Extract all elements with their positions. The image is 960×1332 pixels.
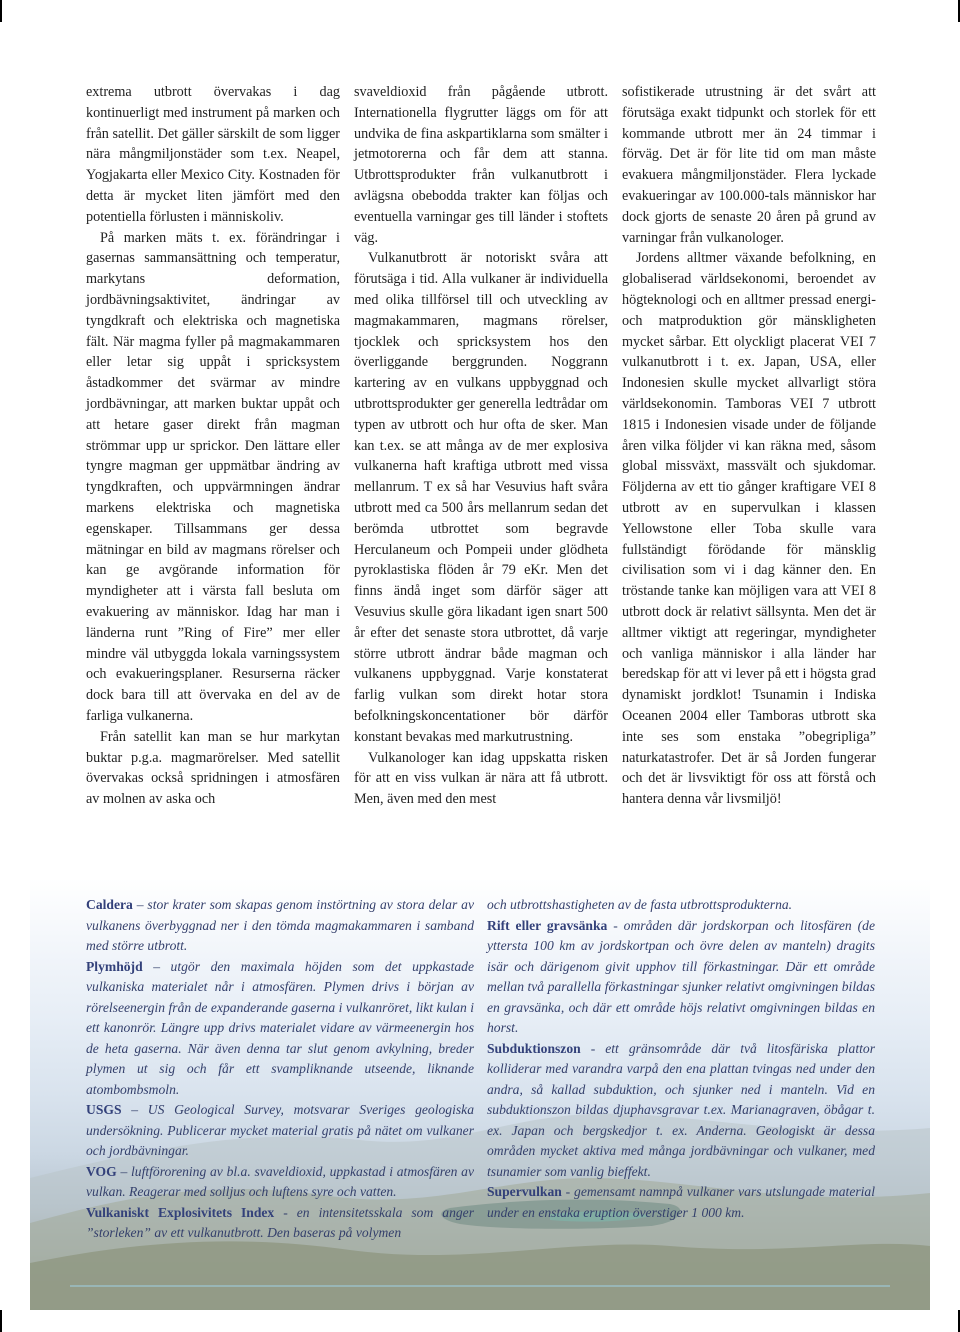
article-body [86,82,876,872]
crop-mark-top-left [0,0,2,22]
glossary-entry-supervulkan [487,1182,875,1223]
glossary-definition: – utgör den maximala höjden som det uppkastade vulkaniska materialet når i atmosfären. Plymen drivs i början av rörelseenergin från de expanderande gaserna i vulkanröret, likt kulan i ett kanonrör. Längre upp drivs materialet vidare av värmeenergin hos de heta gaserna. När även denna tar slut genom avkylning, breder plymen ut sig och får ett svampliknande utseende, liknande atombombsmoln. [86,958,474,1097]
glossary-entry-vog [86,1162,474,1203]
glossary-entry-vei-continued [487,895,875,916]
glossary-term: Plymhöjd [86,958,143,974]
glossary-entry-usgs [86,1100,474,1162]
paragraph: extrema utbrott övervakas i dag kontinuerligt med instrument på marken och från satellit. Det gäller särskilt de som ligger nära mångmiljonstäder som t.ex. Neapel, Yogjakarta eller Mexico City. Kostnaden för detta är mycket liten jämfört med den potentiella förlusten i människoliv. [86,84,340,225]
paragraph: svaveldioxid från pågående utbrott. Internationella flygrutter läggs om för att undvika de fina askpartiklarna som smälter i jetmotorerna och får dem att stanna. Utbrottsprodukter från vulkanutbrott i avlägsna obebodda trakter kan följas och eventuella varningar ges till länder i stoftets väg. [354,84,608,246]
glossary-definition: – luftförorening av bl.a. svaveldioxid, uppkastad i atmosfären av vulkan. Reagerar med solljus och luftens syre och vatten. [86,1163,474,1199]
glossary-entry-rift [487,916,875,1039]
glossary-entry-caldera [86,895,474,957]
glossary-term: Supervulkan [487,1184,562,1199]
glossary-entry-vei [86,1203,474,1244]
glossary-definition: - en intensitetsskala som anger ”storleken” av ett vulkanutbrott. Den baseras på volymen [86,1204,475,1240]
crop-mark-bottom-left [0,1310,2,1332]
text-column-2 [354,82,608,810]
glossary-definition: och utbrottshastigheten av de fasta utbrottsprodukterna. [487,897,793,912]
paragraph: Vulkanutbrott är notoriskt svåra att förutsäga i tid. Alla vulkaner är individuella med olika tillförsel till och utveckling av magmakammaren, magmans rörelser, tjocklek och spricksystem hos den överliggande berggrunden. Noggrann kartering av en vulkans uppbyggnad och utbrottsprodukter ger generella ledtrådar om typen av utbrott och hur ofta de sker. Man kan t.ex. se att många av de mer explosiva vulkanerna haft kraftiga utbrott med vissa mellanrum. T ex så har Vesuvius haft svåra utbrott med ca 500 års mellanrum sedan det berömda utbrottet som begravde Herculaneum och Pompeii under glödheta pyroklastiska flöden år 79 eKr. Men det finns ändå inget som därför säger att Vesuvius skulle göra likadant igen snart 500 år efter det senaste stora utbrottet, då varje större utbrott ändrar både magman och vulkanens uppbyggnad. Varje konstaterat farlig vulkan som direkt hotar stora befolkningskoncentationer bör därför konstant bevakas med markutrustning. [354,250,608,745]
glossary-definition: - områden där jordskorpan och litosfären (de yttersta 100 km av jordskortpan och övre delen av manteln) dragits isär och därigenom givit upphov till förkastningar. Där ett område mellan två parallella förkastningar sjunker relativt omgivningen bildas en gravsänka, och där ett område höjs relativt omgivningen bildas en horst. [487,917,875,1035]
glossary-term: Subduktionszon [487,1040,581,1056]
text-column-3 [622,82,876,810]
paragraph: Jordens alltmer växande befolkning, en globaliserad världsekonomi, beroendet av högteknologi och en alltmer pressad energi- och matproduktion gör mänskligheten mycket sårbar. Ett olyckligt placerat VEI 7 vulkanutbrott i t. ex. Japan, USA, eller Indonesien skulle mycket allvarligt störa världsekonomin. Tamboras VEI 7 utbrott 1815 i Indonesien visade under de följande åren vilka följder vi kan räkna med, såsom global missväxt, massvält och sjukdomar. Följderna av ett tio gånger kraftigare VEI 8 utbrott av en supervulkan i klassen Yellowstone eller Toba skulle vara fullständigt förödande för mänsklig civilisation som vi i dag känner den. En tröstande tanke kan möjligen vara att VEI 8 utbrott dock är relativt sällsynta. Men det är alltmer viktigt att regeringar, myndigheter och vanliga människor i alla länder har beredskap för att vi lever på ett i högsta grad dynamiskt jordklot! Tsunamin i Indiska Oceanen 2004 eller Tamboras utbrott ska inte ses som enstaka ”obegripliga” naturkatastrofer. Det är så Jorden fungerar och det är livsviktigt för oss att förstå och hantera denna vår livsmiljö! [622,250,876,808]
glossary-entry-subduktionszon [487,1039,875,1183]
glossary-term: VOG [86,1163,117,1179]
paragraph: Från satellit kan man se hur markytan buktar p.g.a. magmarörelser. Med satellit övervakas också spridningen i atmosfären av molnen av aska och [86,728,340,808]
glossary-right [487,895,875,1223]
glossary-term: Vulkaniskt Explosivitets Index [86,1204,275,1220]
paragraph: På marken mäts t. ex. förändringar i gasernas sammansättning och temperatur, markytans deformation, jordbävningsaktivitet, ändringar av tyngdkraft och elektriska och magnetiska fält. När magma fyller på magmakammaren eller letar sig uppåt i spricksystem åstadkommer det svärmar av mindre jordbävningar, att marken buktar uppåt och att hetare gaser direkt från magman strömmar upp ur sprickor. Den lättare eller tyngre magman ger uppmätbar ändring av tyngdkraften, och uppvärmningen ändrar markens elektriska och magnetiska egenskaper. Tillsammans ger dessa mätningar en bild av magmans rörelser och kan ge avgörande information för myndigheter att i värsta fall besluta om evakuering av människor. Idag har man i länderna runt ”Ring of Fire” mer eller mindre väl utbyggda lokala varningssystem och evakueringsplaner. Resurserna räcker dock bara till att övervaka en del av de farliga vulkanerna. [86,229,340,724]
glossary-term: USGS [86,1102,122,1117]
glossary-definition: - ett gränsområde där två litosfäriska plattor kolliderar med varandra varpå den ena plattan tvingas ned under den andra, så kallad subduktion, och sjunker ned i manteln. Vid en subduktionszon bildas djuphavsgravar t.ex. Marianagraven, öbågar t. ex. Japan och bergskedjor t. ex. Anderna. Geologiskt är dessa områden mycket aktiva med många jordbävningar och vulkaner, med tsunamier som vanlig bieffekt. [487,1040,875,1179]
glossary-entry-plymhojd [86,957,474,1101]
glossary-left [86,895,474,1244]
paragraph: sofistikerade utrustning är det svårt att förutsäga exakt tidpunkt och storlek för ett kommande utbrott mer än 24 timmar i förväg. Det är för lite tid om man måste evakuera mångmiljonstäder. Flera lyckade evakueringar av 100.000-tals människor har dock gjorts de senaste 20 åren på grund av varningar från vulkanologer. [622,84,876,246]
text-column-1 [86,82,340,810]
paragraph: Vulkanologer kan idag uppskatta risken för att en viss vulkan är nära att få utbrott. Men, även med den mest [354,749,608,808]
glossary-definition: – stor krater som skapas genom instörtning av stora delar av vulkanens överbyggnad ner i den tömda magmakammaren i samband med större utbrott. [86,897,474,953]
glossary-definition: - gemensamt namnpå vulkaner vars utslungade material under en enstaka eruption överstiger 1 000 km. [487,1184,875,1220]
glossary-term: Caldera [86,897,133,912]
glossary-definition: – US Geological Survey, motsvarar Sveriges geologiska undersökning. Publicerar mycket material gratis på nätet om vulkaner och jordbävningar. [86,1102,474,1158]
glossary-term: Rift eller gravsänka [487,917,608,933]
